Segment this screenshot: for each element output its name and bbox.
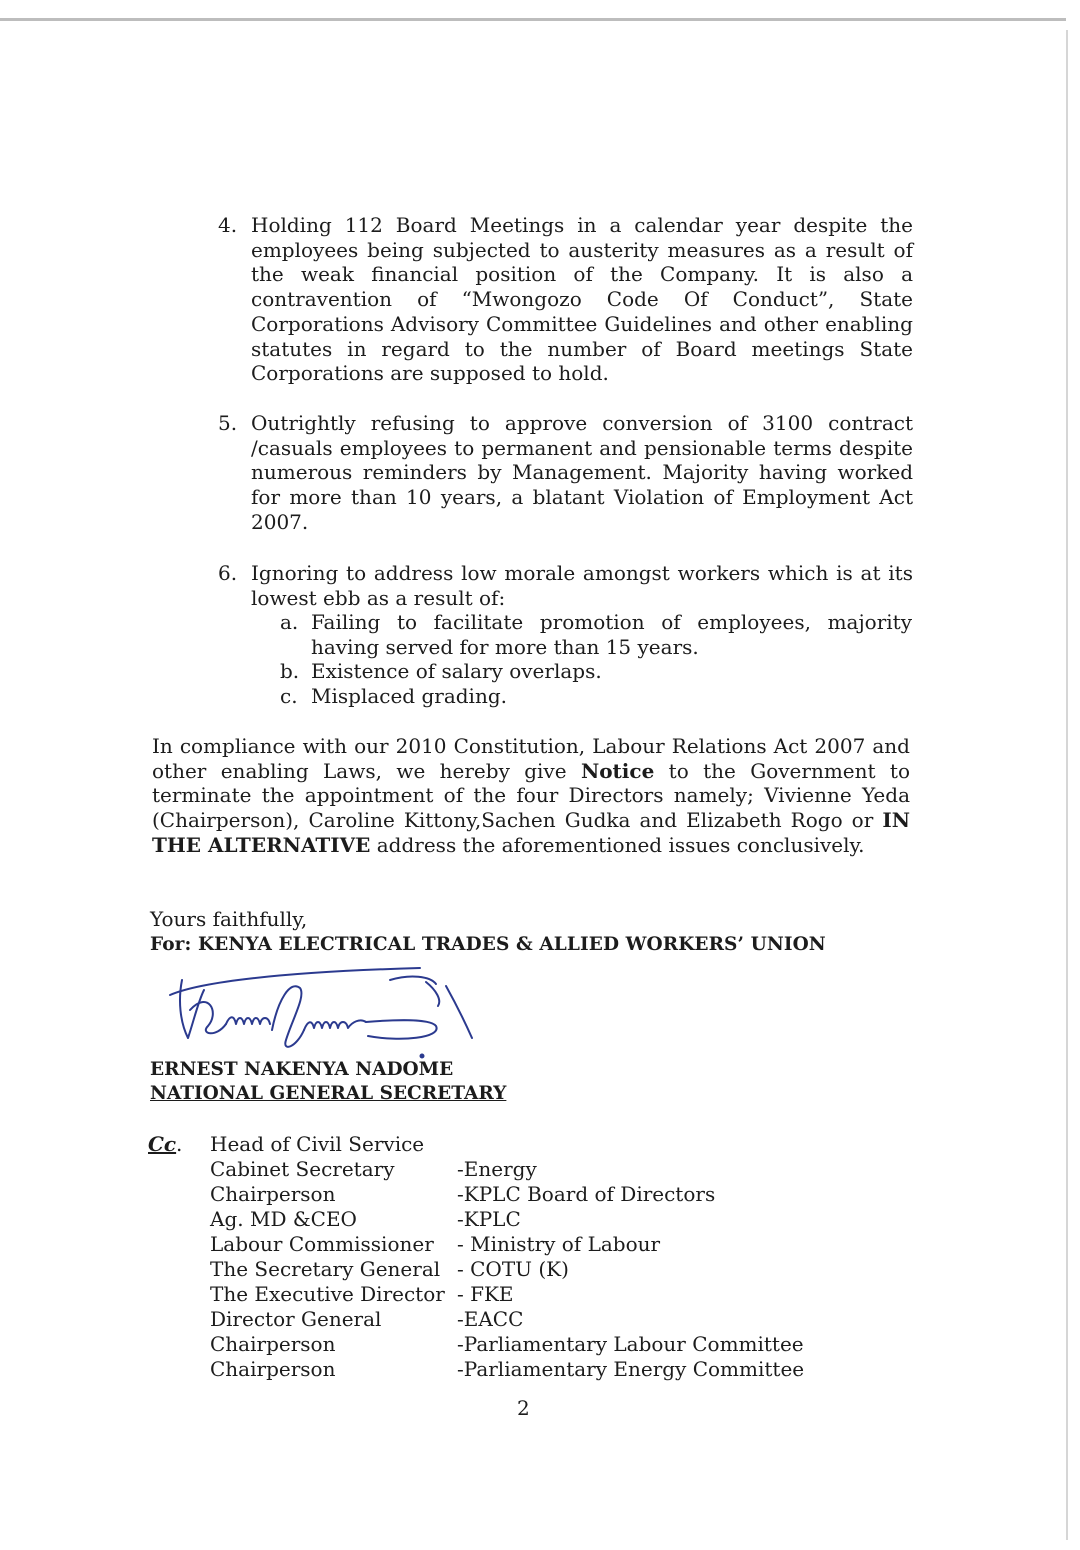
signatory-title: NATIONAL GENERAL SECRETARY (150, 1083, 507, 1104)
cc-label: Cc (148, 1132, 177, 1156)
sub-item-b (280, 659, 912, 684)
item-number: 6. (218, 561, 238, 585)
notice-text: to the Government to terminate the appointment of the four Directors namely; Vivienne Yeda (Chairperson), Caroline Kittony,Sachen Gudka and Elizabeth Rogo or (152, 758, 910, 833)
cc-role: Cabinet Secretary (210, 1157, 395, 1181)
cc-role: Head of Civil Service (210, 1132, 425, 1156)
signature-image (160, 960, 490, 1065)
item-text: Ignoring to address low morale amongst workers which is at its lowest ebb as a result of: (251, 561, 913, 610)
list-item-6 (218, 561, 913, 610)
page-number: 2 (517, 1396, 530, 1420)
sub-item-text: Existence of salary overlaps. (311, 659, 602, 683)
cc-org: -Parliamentary Labour Committee (457, 1332, 804, 1356)
alternative-keyword: IN THE ALTERNATIVE (152, 808, 910, 857)
sub-item-letter: c. (280, 684, 298, 708)
cc-role: Chairperson (210, 1332, 336, 1356)
sub-item-letter: a. (280, 610, 299, 634)
cc-role: Chairperson (210, 1357, 336, 1381)
cc-org: -Parliamentary Energy Committee (457, 1357, 805, 1381)
notice-paragraph (152, 734, 910, 858)
salutation: Yours faithfully, (150, 907, 308, 931)
notice-text: In compliance with our 2010 Constitution, Labour Relations Act 2007 and other enabling Laws, we hereby give (152, 734, 910, 783)
cc-role: Chairperson (210, 1182, 336, 1206)
cc-org: - Ministry of Labour (457, 1232, 661, 1256)
cc-org: -KPLC Board of Directors (457, 1182, 716, 1206)
cc-org: -KPLC (457, 1207, 521, 1231)
scan-right-edge (1066, 30, 1068, 1540)
cc-org: -EACC (457, 1307, 524, 1331)
item-number: 4. (218, 213, 238, 237)
notice-keyword: Notice (580, 758, 655, 783)
sub-item-a (280, 610, 912, 659)
cc-role: Ag. MD &CEO (210, 1207, 357, 1231)
cc-role: The Executive Director (210, 1282, 445, 1306)
signatory-name: ERNEST NAKENYA NADOME (150, 1059, 454, 1080)
cc-dot: . (176, 1132, 183, 1156)
cc-role: The Secretary General (210, 1257, 441, 1281)
scan-top-edge (0, 18, 1066, 21)
notice-text: address the aforementioned issues conclusively. (370, 832, 865, 857)
cc-role: Director General (210, 1307, 382, 1331)
item-text: Outrightly refusing to approve conversion of 3100 contract /casuals employees to permanent and pensionable terms despite numerous reminders by Management. Majority having worked for more than 10 years, a blatant Violation of Employment Act 2007. (251, 411, 913, 534)
sub-item-letter: b. (280, 659, 300, 683)
list-item-5 (218, 411, 913, 535)
cc-role: Labour Commissioner (210, 1232, 434, 1256)
item-number: 5. (218, 411, 238, 435)
union-name: For: KENYA ELECTRICAL TRADES & ALLIED WORKERS’ UNION (150, 934, 826, 955)
item-text: Holding 112 Board Meetings in a calendar year despite the employees being subjected to austerity measures as a result of the weak financial position of the Company. It is also a contravention of “Mwongozo Code Of Conduct”, State Corporations Advisory Committee Guidelines and other enabling statutes in regard to the number of Board meetings State Corporations are supposed to hold. (251, 213, 913, 386)
sub-item-text: Misplaced grading. (311, 684, 507, 708)
list-item-4 (218, 213, 913, 386)
cc-org: -Energy (457, 1157, 537, 1181)
cc-org: - COTU (K) (457, 1257, 569, 1281)
sub-item-text: Failing to facilitate promotion of employees, majority having served for more than 15 years. (311, 610, 912, 659)
sub-item-c (280, 684, 912, 709)
cc-org: - FKE (457, 1282, 514, 1306)
